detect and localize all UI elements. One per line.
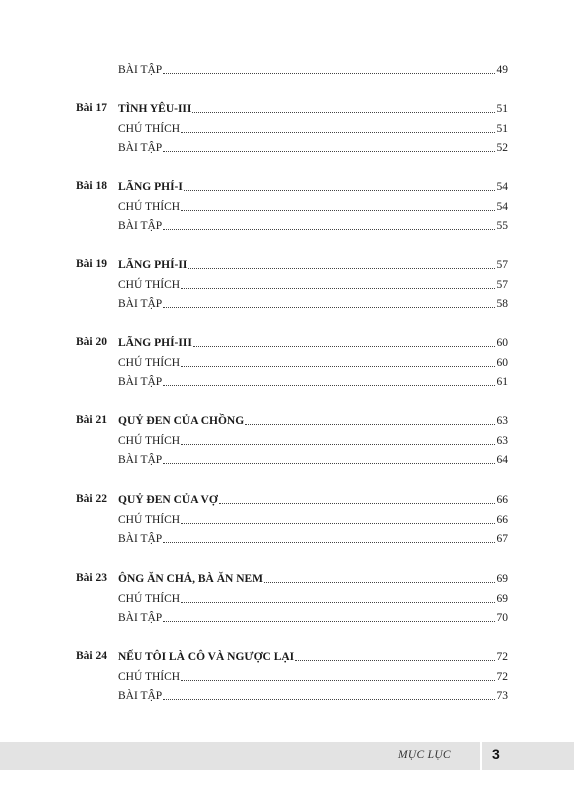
lesson-number: Bài 20 xyxy=(76,336,107,348)
toc-page-number: 49 xyxy=(496,64,508,76)
dot-leader xyxy=(219,502,495,504)
toc-page-number: 51 xyxy=(496,123,508,135)
lesson-number: Bài 23 xyxy=(76,572,107,584)
toc-page-number: 64 xyxy=(496,454,508,466)
dot-leader xyxy=(264,581,495,583)
dot-leader xyxy=(163,541,495,543)
toc-entry-label: CHÚ THÍCH xyxy=(118,357,181,369)
dot-leader xyxy=(184,189,495,191)
dot-leader xyxy=(181,287,495,289)
footer-divider xyxy=(480,742,482,770)
dot-leader xyxy=(163,698,495,700)
toc-page-number: 66 xyxy=(496,514,508,526)
dot-leader xyxy=(181,443,495,445)
toc-entry-label: LÃNG PHÍ-III xyxy=(118,337,192,349)
toc-page-number: 54 xyxy=(496,201,508,213)
toc-subentry[interactable] xyxy=(118,609,508,625)
toc-page-number: 52 xyxy=(496,142,508,154)
toc-entry-label: NẾU TÔI LÀ CÔ VÀ NGƯỢC LẠI xyxy=(118,651,295,663)
toc-subentry[interactable] xyxy=(118,590,508,606)
toc-lesson-entry[interactable] xyxy=(118,412,508,428)
toc-subentry[interactable] xyxy=(118,139,508,155)
dot-leader xyxy=(163,306,495,308)
toc-subentry[interactable] xyxy=(118,217,508,233)
toc-entry-label: LÃNG PHÍ-I xyxy=(118,181,183,193)
toc-entry-label: TÌNH YÊU-III xyxy=(118,103,192,115)
toc-entry-label: BÀI TẬP xyxy=(118,533,163,545)
toc-page-number: 57 xyxy=(496,259,508,271)
dot-leader xyxy=(181,679,495,681)
toc-page-number: 60 xyxy=(496,357,508,369)
toc-page-number: 70 xyxy=(496,612,508,624)
toc-page-number: 69 xyxy=(496,573,508,585)
toc-entry-label: CHÚ THÍCH xyxy=(118,123,181,135)
toc-entry-label: BÀI TẬP xyxy=(118,298,163,310)
toc-page-number: 57 xyxy=(496,279,508,291)
dot-leader xyxy=(192,111,495,113)
toc-subentry[interactable] xyxy=(118,511,508,527)
toc-subentry[interactable] xyxy=(118,373,508,389)
toc-page-number: 54 xyxy=(496,181,508,193)
toc-lesson-entry[interactable] xyxy=(118,256,508,272)
toc-entry-label: BÀI TẬP xyxy=(118,220,163,232)
toc-subentry[interactable] xyxy=(118,198,508,214)
toc-entry-label: LÃNG PHÍ-II xyxy=(118,259,188,271)
lesson-number: Bài 24 xyxy=(76,650,107,662)
lesson-number: Bài 18 xyxy=(76,180,107,192)
toc-page-number: 61 xyxy=(496,376,508,388)
toc-entry-label: BÀI TẬP xyxy=(118,690,163,702)
toc-entry-label: CHÚ THÍCH xyxy=(118,435,181,447)
lesson-number: Bài 22 xyxy=(76,493,107,505)
toc-entry-label: QUỶ ĐEN CỦA VỢ xyxy=(118,494,218,506)
dot-leader xyxy=(163,72,495,74)
lesson-number: Bài 17 xyxy=(76,102,107,114)
dot-leader xyxy=(181,365,495,367)
footer-page-number: 3 xyxy=(492,746,500,762)
toc-subentry[interactable] xyxy=(118,432,508,448)
toc-page-number: 55 xyxy=(496,220,508,232)
toc-subentry[interactable] xyxy=(118,687,508,703)
toc-lesson-entry[interactable] xyxy=(118,491,508,507)
dot-leader xyxy=(181,209,495,211)
toc-page-number: 72 xyxy=(496,671,508,683)
toc-subentry[interactable] xyxy=(118,120,508,136)
toc-page-number: 63 xyxy=(496,415,508,427)
toc-entry-label: CHÚ THÍCH xyxy=(118,671,181,683)
toc-entry-label: ÔNG ĂN CHẢ, BÀ ĂN NEM xyxy=(118,573,264,585)
toc-page-number: 51 xyxy=(496,103,508,115)
toc-entry-label: BÀI TẬP xyxy=(118,64,163,76)
toc-subentry[interactable] xyxy=(118,451,508,467)
toc-lesson-entry[interactable] xyxy=(118,648,508,664)
toc-page-number: 60 xyxy=(496,337,508,349)
toc-page-number: 63 xyxy=(496,435,508,447)
footer-section-label: MỤC LỤC xyxy=(398,749,451,761)
toc-lesson-entry[interactable] xyxy=(118,178,508,194)
footer-bar xyxy=(0,742,574,770)
dot-leader xyxy=(163,620,495,622)
toc-entry-label: BÀI TẬP xyxy=(118,454,163,466)
toc-lesson-entry[interactable] xyxy=(118,100,508,116)
dot-leader xyxy=(245,423,495,425)
toc-entry-label: CHÚ THÍCH xyxy=(118,514,181,526)
toc-page-number: 69 xyxy=(496,593,508,605)
toc-lesson-entry[interactable] xyxy=(118,334,508,350)
toc-page-number: 73 xyxy=(496,690,508,702)
dot-leader xyxy=(163,228,495,230)
dot-leader xyxy=(163,462,495,464)
toc-entry-label: CHÚ THÍCH xyxy=(118,279,181,291)
toc-subentry[interactable] xyxy=(118,530,508,546)
toc-page-number: 67 xyxy=(496,533,508,545)
toc-entry-label: QUỶ ĐEN CỦA CHỒNG xyxy=(118,415,245,427)
toc-page-number: 58 xyxy=(496,298,508,310)
toc-page-number: 66 xyxy=(496,494,508,506)
toc-subentry[interactable] xyxy=(118,276,508,292)
dot-leader xyxy=(181,522,495,524)
toc-subentry[interactable] xyxy=(118,668,508,684)
toc-lesson-entry[interactable] xyxy=(118,570,508,586)
toc-entry-label: CHÚ THÍCH xyxy=(118,201,181,213)
dot-leader xyxy=(181,131,495,133)
toc-subentry[interactable] xyxy=(118,295,508,311)
lesson-number: Bài 21 xyxy=(76,414,107,426)
lesson-number: Bài 19 xyxy=(76,258,107,270)
dot-leader xyxy=(163,384,495,386)
dot-leader xyxy=(295,659,495,661)
toc-subentry[interactable] xyxy=(118,61,508,77)
toc-entry-label: CHÚ THÍCH xyxy=(118,593,181,605)
dot-leader xyxy=(181,601,495,603)
toc-entry-label: BÀI TẬP xyxy=(118,612,163,624)
toc-subentry[interactable] xyxy=(118,354,508,370)
dot-leader xyxy=(188,267,495,269)
dot-leader xyxy=(193,345,495,347)
toc-entry-label: BÀI TẬP xyxy=(118,376,163,388)
toc-page-number: 72 xyxy=(496,651,508,663)
toc-entry-label: BÀI TẬP xyxy=(118,142,163,154)
dot-leader xyxy=(163,150,495,152)
